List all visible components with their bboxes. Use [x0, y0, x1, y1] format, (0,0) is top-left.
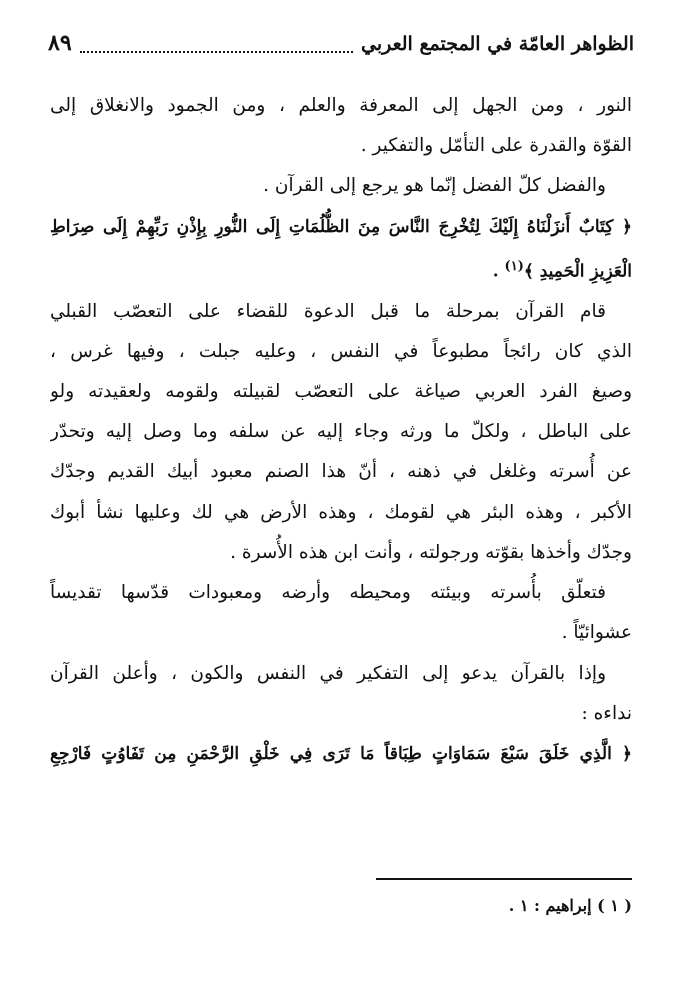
paragraph-line: الأكبر ، وهذه البئر هي لقومك ، وهذه الأرض هي لك وعليها نشأ أبوك	[50, 501, 632, 523]
paragraph-line: فتعلّق بأُسرته وبيئته ومحيطه وأرضه ومعبودات قدّسها تقديساً	[50, 582, 606, 604]
paragraph-line: نداءه :	[581, 702, 632, 724]
header-title: الظواهر العامّة في المجتمع العربي	[360, 33, 634, 55]
footnote: ( ١ ) إبراهيم : ١ .	[508, 896, 632, 915]
running-header	[48, 30, 634, 62]
paragraph-line: والفضل كلّ الفضل إنّما هو يرجع إلى القرآن .	[263, 175, 606, 197]
page-number: ٨٩	[48, 30, 72, 56]
paragraph-line: عشوائيّاً .	[561, 622, 632, 644]
paragraph-line: القوّة والقدرة على التأمّل والتفكير .	[360, 135, 632, 157]
quran-verse-line: ﴿ كِتَابٌ أَنزَلْنَاهُ إِلَيْكَ لِتُخْرِجَ النَّاسَ مِنَ الظُّلُمَاتِ إِلَى النُّورِ بِإِذْنِ رَبِّهِمْ إِلَى صِرَاطِ	[50, 216, 632, 237]
paragraph-line: الذي كان رائجاً مطبوعاً في النفس ، وعليه جبلت ، وفيها غرس ،	[50, 340, 632, 362]
paragraph-line: وجدّك وأخذها بقوّته ورجولته ، وأنت ابن هذه الأُسرة .	[230, 541, 632, 563]
quran-verse-text: الْعَزِيزِ الْحَمِيدِ ﴾	[523, 261, 632, 282]
page-body	[50, 86, 632, 774]
paragraph-line: عن أُسرته وغلغل في ذهنه ، أنّ هذا الصنم معبود أبيك القديم وجدّك	[50, 461, 632, 483]
header-leader-dots	[80, 39, 353, 53]
footnote-divider	[376, 878, 632, 880]
paragraph-line: النور ، ومن الجهل إلى المعرفة والعلم ، ومن الجمود والانغلاق إلى	[50, 95, 632, 116]
quran-verse-line: الْعَزِيزِ الْحَمِيدِ ﴾$^{(١)}$ .	[492, 258, 632, 282]
paragraph-line: وصيغ الفرد العربي صياغة على التعصّب لقبيلته ولقومه ولعقيدته ولو	[50, 381, 632, 403]
paragraph-line: على الباطل ، ولكلّ ما ورثه وجاء إليه عن سلفه وما وصل إليه وتحدّر	[50, 421, 632, 443]
footnote-marker: (١)	[504, 258, 524, 274]
paragraph-line: قام القرآن بمرحلة ما قبل الدعوة للقضاء على التعصّب القبلي	[50, 300, 606, 322]
quran-verse-line: ﴿ الَّذِي خَلَقَ سَبْعَ سَمَاوَاتٍ طِبَاقاً مَا تَرَى فِي خَلْقِ الرَّحْمَنِ مِن تَفَاوُتٍ فَارْجِعِ	[50, 743, 632, 764]
paragraph-line: وإذا بالقرآن يدعو إلى التفكير في النفس والكون ، وأعلن القرآن	[50, 662, 606, 684]
